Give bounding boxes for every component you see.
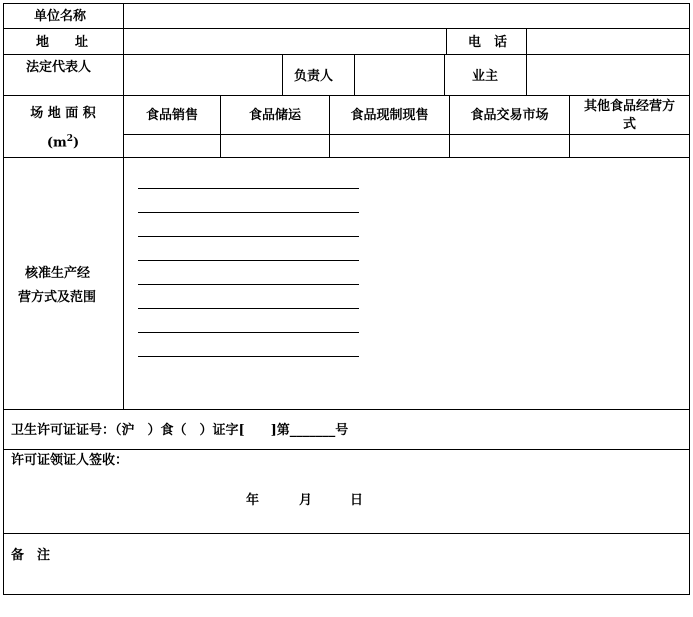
- rule-row6: [3, 449, 690, 450]
- scope-blank-line[interactable]: [138, 260, 359, 261]
- rule-col3: [449, 95, 450, 158]
- col-other-food-line1: 其他食品经营方: [583, 99, 675, 114]
- date-day: 日: [350, 493, 364, 508]
- site-area-unit-open: (m: [46, 135, 67, 151]
- site-area-unit: [3, 132, 123, 150]
- date-month: 月: [299, 493, 313, 508]
- border-bottom: [3, 594, 690, 595]
- col-food-market: 食品交易市场: [470, 108, 549, 123]
- rule-row3: [3, 95, 690, 96]
- scope-label-line1: 核准生产经: [25, 266, 91, 281]
- rule-phone-right: [526, 28, 527, 55]
- phone-label: 电 话: [468, 35, 508, 50]
- remarks-label: 备 注: [11, 548, 51, 563]
- rule-label-col: [123, 3, 124, 410]
- col-food-made-sold: 食品现制现售: [350, 108, 429, 123]
- rule-row1: [3, 28, 690, 29]
- rule-phone-left: [446, 28, 447, 55]
- scope-blank-line[interactable]: [138, 188, 359, 189]
- rule-person-right: [354, 54, 355, 96]
- col-food-storage: 食品储运: [248, 108, 301, 123]
- rule-col1: [220, 95, 221, 158]
- border-top: [3, 3, 690, 4]
- recipient-sign-label: 许可证领证人签收：: [11, 453, 129, 468]
- license-number-label: 卫生许可证证号：（沪 ）食（ ）证字[ ]第_______号: [11, 423, 349, 438]
- col-other-food-line2: 式: [622, 117, 636, 132]
- scope-blank-line[interactable]: [138, 308, 359, 309]
- scope-blank-line[interactable]: [138, 212, 359, 213]
- scope-blank-line[interactable]: [138, 236, 359, 237]
- site-area-label: 场 地 面 积: [30, 106, 96, 121]
- rule-row4: [3, 157, 690, 158]
- unit-name-label: 单位名称: [34, 9, 87, 24]
- rule-owner-right: [526, 54, 527, 96]
- rule-row7: [3, 533, 690, 534]
- rule-col2: [329, 95, 330, 158]
- site-area-unit-sup: 2: [66, 134, 73, 144]
- rule-row5: [3, 409, 690, 410]
- person-in-charge-label: 负责人: [294, 69, 334, 84]
- scope-blank-line[interactable]: [138, 332, 359, 333]
- rule-person-left: [282, 54, 283, 96]
- scope-blank-line[interactable]: [138, 284, 359, 285]
- scope-label-line2: 营方式及范围: [18, 290, 97, 305]
- legal-rep-label: 法定代表人: [26, 60, 92, 75]
- address-label: 地 址: [36, 35, 89, 50]
- col-food-sales: 食品销售: [145, 108, 198, 123]
- site-area-unit-close: ): [73, 135, 80, 151]
- border-left: [3, 3, 4, 595]
- owner-label: 业主: [472, 69, 499, 84]
- rule-area-mid: [124, 134, 690, 135]
- rule-owner-left: [444, 54, 445, 96]
- rule-row2: [3, 54, 690, 55]
- date-year: 年: [246, 493, 260, 508]
- scope-blank-line[interactable]: [138, 356, 359, 357]
- border-right: [689, 3, 690, 595]
